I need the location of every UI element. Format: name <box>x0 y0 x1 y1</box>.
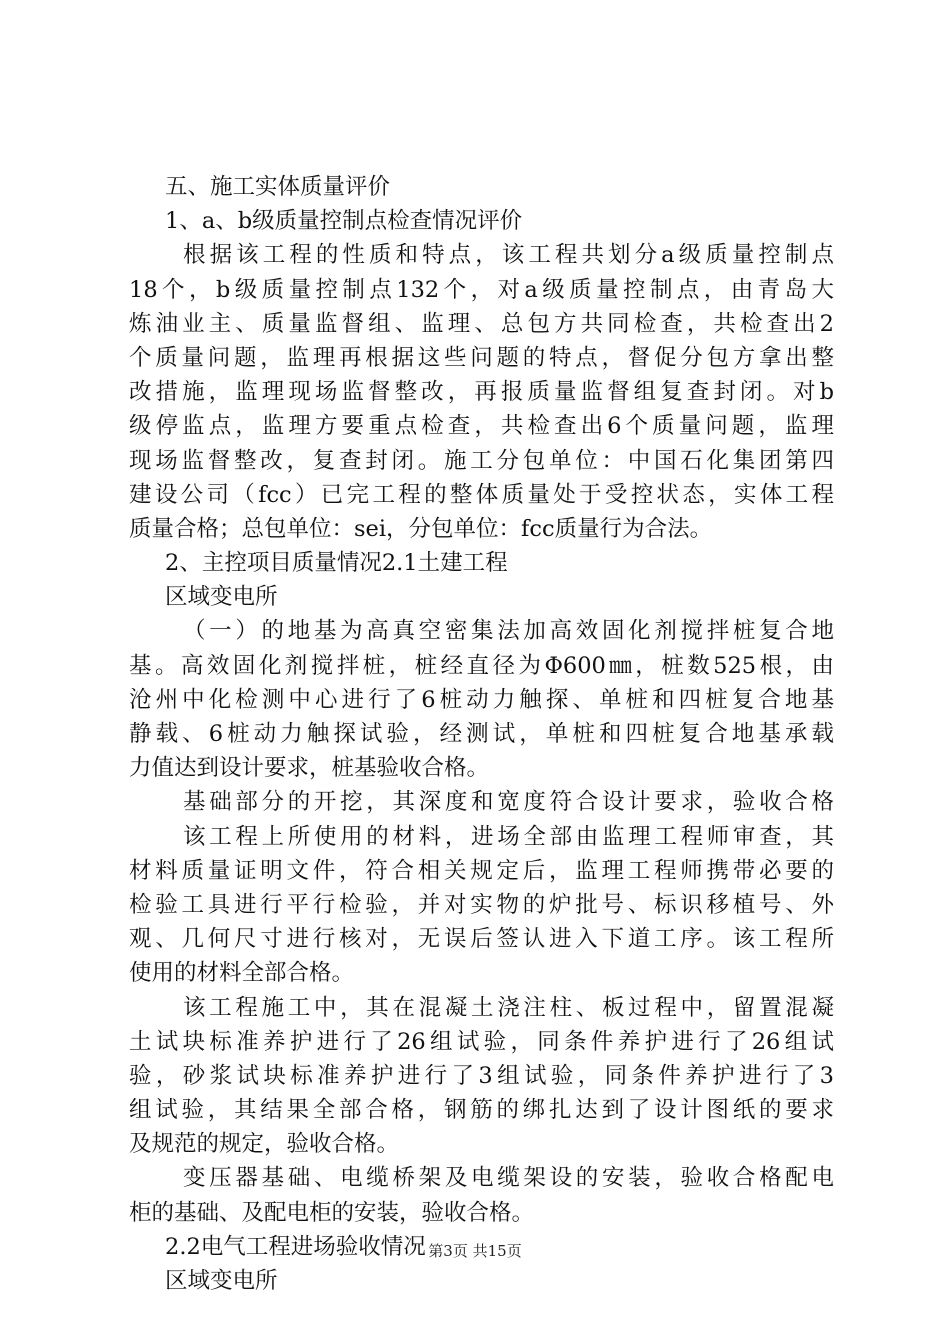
paragraph-line: 静载、6桩动力触探试验，经测试，单桩和四桩复合地基承载 <box>129 721 834 747</box>
subheading: 区域变电所 <box>165 1268 278 1294</box>
section-heading: 五、施工实体质量评价 <box>165 174 391 200</box>
paragraph-line: 材料质量证明文件，符合相关规定后，监理工程师携带必要的 <box>129 857 834 884</box>
page-number-footer: 第3页 共15页 <box>428 1242 522 1260</box>
paragraph-line: 基础部分的开挖，其深度和宽度符合设计要求，验收合格 <box>183 789 834 816</box>
paragraph-line: 使用的材料全部合格。 <box>129 960 355 987</box>
paragraph-line: 变压器基础、电缆桥架及电缆架设的安装，验收合格配电 <box>183 1165 834 1192</box>
paragraph-line: 基。高效固化剂搅拌桩，桩经直径为Φ600㎜，桩数525根，由 <box>129 652 834 679</box>
paragraph-line: （一）的地基为高真空密集法加高效固化剂搅拌桩复合地 <box>183 618 834 645</box>
paragraph-line: 18个，b级质量控制点132个，对a级质量控制点，由青岛大 <box>129 276 834 303</box>
paragraph-line: 土试块标准养护进行了26组试验，同条件养护进行了26组试 <box>129 1028 834 1055</box>
subsection-heading: 2、主控项目质量情况2.1土建工程 <box>165 550 508 577</box>
subsection-heading: 2.2电气工程进场验收情况 <box>165 1233 426 1260</box>
paragraph-line: 质量合格；总包单位：sei，分包单位：fcc质量行为合法。 <box>129 515 713 542</box>
paragraph-line: 建设公司（fcc）已完工程的整体质量处于受控状态，实体工程 <box>129 481 834 508</box>
paragraph-line: 检验工具进行平行检验，并对实物的炉批号、标识移植号、外 <box>129 891 834 918</box>
paragraph-line: 改措施，监理现场监督整改，再报质量监督组复查封闭。对b <box>129 379 834 406</box>
paragraph-line: 及规范的规定，验收合格。 <box>129 1131 400 1158</box>
paragraph-line: 该工程施工中，其在混凝土浇注柱、板过程中，留置混凝 <box>183 994 834 1021</box>
paragraph-line: 级停监点，监理方要重点检查，共检查出6个质量问题，监理 <box>129 413 834 440</box>
paragraph-line: 个质量问题，监理再根据这些问题的特点，督促分包方拿出整 <box>129 344 834 371</box>
paragraph-line: 根据该工程的性质和特点，该工程共划分a级质量控制点 <box>183 242 834 269</box>
paragraph-line: 验，砂浆试块标准养护进行了3组试验，同条件养护进行了3 <box>129 1062 834 1089</box>
paragraph-line: 沧州中化检测中心进行了6桩动力触探、单桩和四桩复合地基 <box>129 686 834 713</box>
paragraph-line: 组试验，其结果全部合格，钢筋的绑扎达到了设计图纸的要求 <box>129 1097 834 1124</box>
paragraph-line: 观、几何尺寸进行核对，无误后签认进入下道工序。该工程所 <box>129 926 834 953</box>
paragraph-line: 炼油业主、质量监督组、监理、总包方共同检查，共检查出2 <box>129 310 834 337</box>
paragraph-line: 现场监督整改，复查封闭。施工分包单位：中国石化集团第四 <box>129 447 834 474</box>
paragraph-line: 柜的基础、及配电柜的安装，验收合格。 <box>129 1199 535 1226</box>
document-body <box>129 170 834 1298</box>
subheading: 区域变电所 <box>165 584 278 611</box>
paragraph-line: 力值达到设计要求，桩基验收合格。 <box>129 755 490 782</box>
subsection-heading: 1、a、b级质量控制点检查情况评价 <box>165 208 523 235</box>
paragraph-line: 该工程上所使用的材料，进场全部由监理工程师审查，其 <box>183 823 834 850</box>
